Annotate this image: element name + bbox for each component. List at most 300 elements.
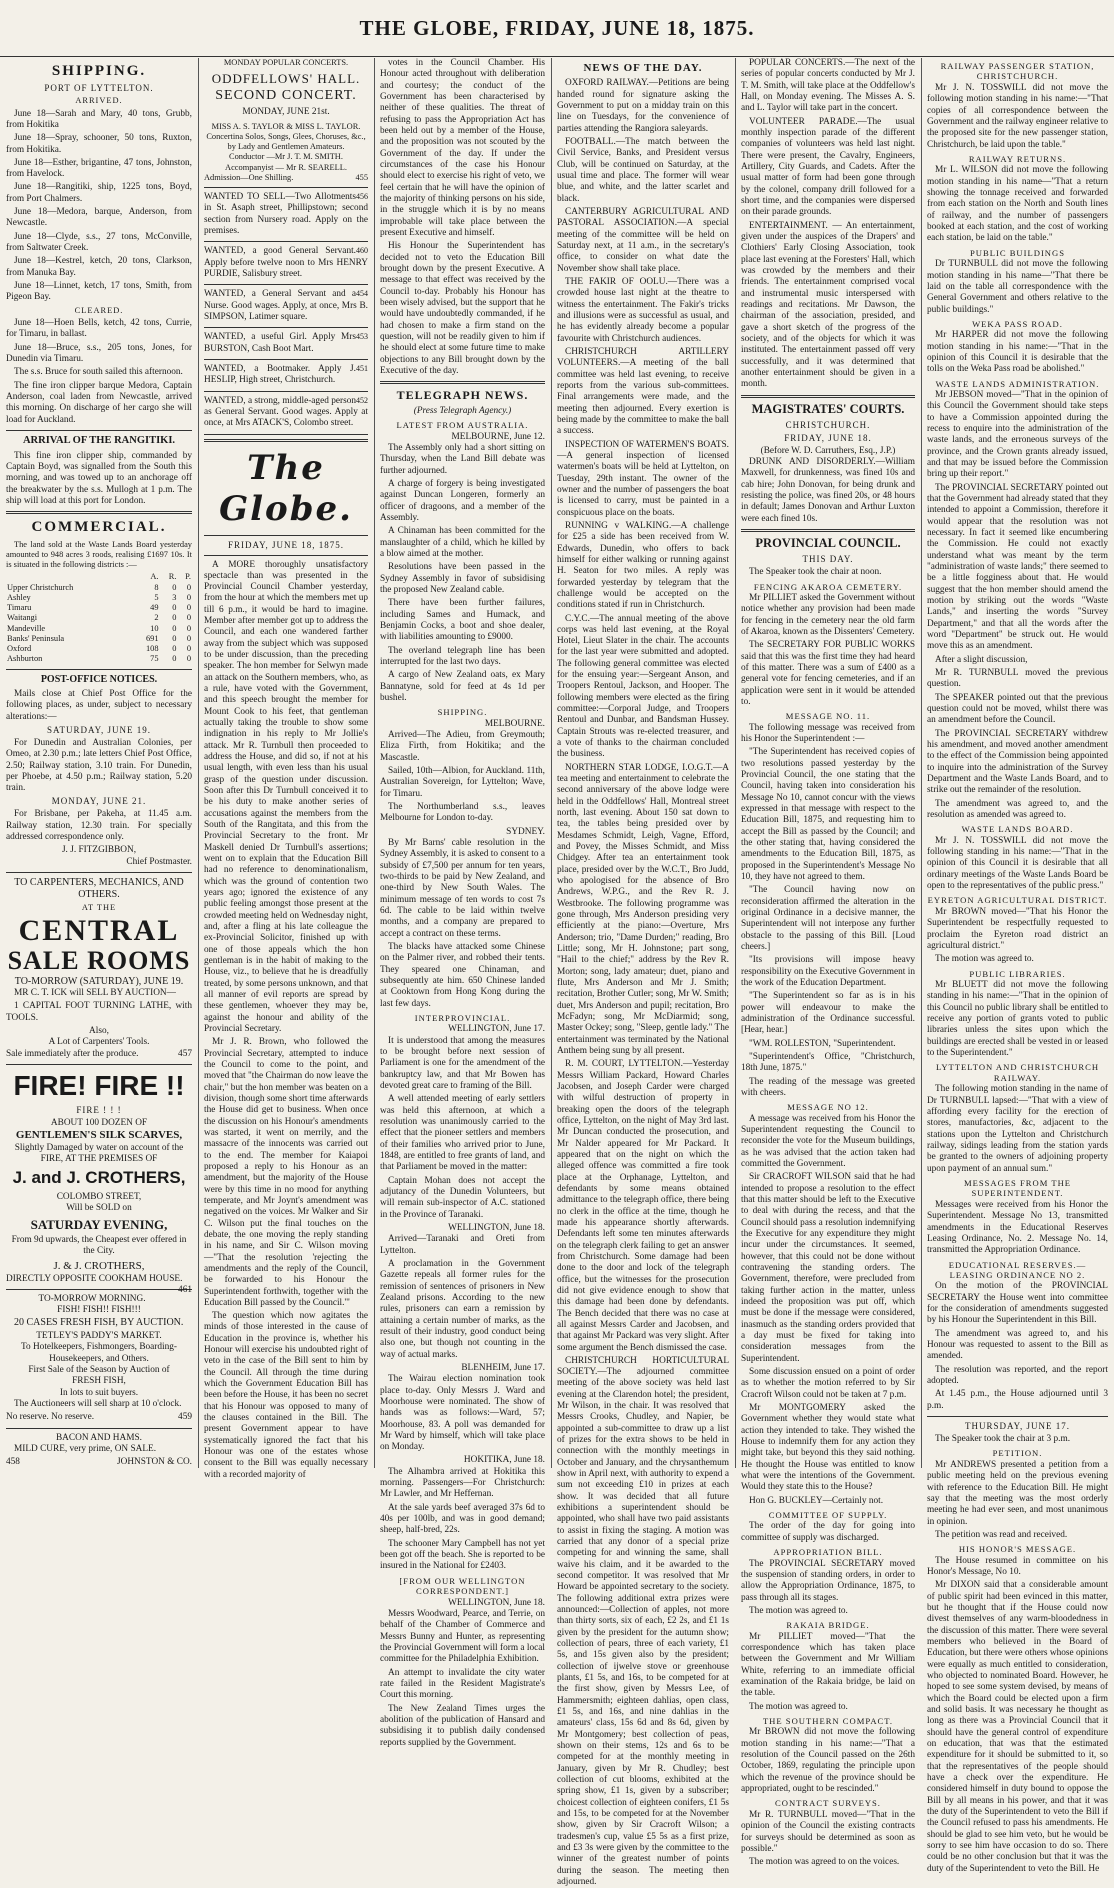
district-value: 0 [172,633,177,643]
southern-text: Mr BROWN did not move the following motion standing in his name:—"That a resolution of the Council passed on the 26th October, 1869, regulating the principle upon which the revenue of the province should be appropriated, ought to be rescinded." [741,1727,915,1795]
paragraph: The s.s. Bruce for south sailed this afternoon. [14,367,183,378]
at-the: AT THE [81,903,117,913]
paragraph: Messrs Woodward, Pearce, and Terrie, on behalf of the Chamber of Commerce and Messrs Bunny and Hunter, as representing the Provincial Government will form a local committee for the Philadelphia Exhibition. [380,1609,545,1665]
provincial-paras3 [741,1114,915,1507]
paragraph: R. M. COURT, LYTTELTON.—Yesterday Messrs William Packard, Howard Charles Jacobsen, and Joseph Carder were charged with wilful destruction of property in breaking open the doors of the telegraph office, Lyttelton, on the night of May 3rd last. Mr Duncan conducted the prosecution, and Mr Nalder appeared for Mr Packard. It appeared that on the night on which the alleged offence was committed a fire took place at the Orphanage, Lyttelton, and defendants by some means obtained admittance to the telegraph office, there being no clerk in the office at the time, though he made his appearance shortly afterwards. Defendants left some ten minutes afterwards on the telegraph clerk failing to get an answer from Christchurch. Some damage had been done to the door and lock of the telegraph office, but the witnesses for the prosecution did not give evidence enough to show that this damage had been done by defendants. The Bench decided that there was no case at all against Messrs Carder and Jacobsen, and that against Mr Packard was very slight. After some argument the Bench dismissed the case. [557,1059,729,1353]
district-value: 49 [150,603,159,613]
table-row [6,644,192,654]
shipping-heading: SHIPPING. [51,63,147,79]
central-heading: CENTRAL [18,913,180,947]
col6-paras5 [927,390,1108,821]
paragraph: votes in the Council Chamber. His Honour acted throughout with deliberation and courtesy; the conduct of the Government has been characterised by neither of these qualities. The threat of refusing to pass the Appropriation Act has been held out by a member of the House, and the proposition was not scouted by the Government of the day. If under the circumstances of the case his Honour should elect to exercise his right of veto, we feel certain that he will have the opinion of the majority of thinking persons on his side, in the struggle which it is by no means improbable will take place between the present Executive and himself. [380,58,545,238]
paragraph: "The Superintendent has received copies of two resolutions passed yesterday by the Provincial Council, the one stating that the Council, having taken into consideration his Message No 10, cannot concur with the views expressed in that message with respect to the Education Bill, 1875, and requesting him to accept the Bill as passed by the Council; and the other stating that, having considered the amendments to the Education Bill, 1875, as proposed in the Superintendent's Message No 10, they have not agreed to them. [741,747,915,883]
shipping-notes [6,367,192,426]
paragraph: FOOTBALL.—The match between the Civil Service, Banks, and President versus Club, will be continued on Saturday, at the usual time and place. The former will wear blue, and white, and the latter scarlet and black. [557,137,729,204]
ad-number: 454 [356,289,368,299]
table-row [6,593,192,603]
fish-text: 20 CASES FRESH FISH, BY AUCTION. [14,1316,184,1328]
paragraph: The Wairau election nomination took place to-day. Only Messrs J. Ward and Moorhouse were nominated. The show of hands was as follows:—Ward, 57; Moorhouse, 83. A poll was demanded for Mr Ward by himself, which will take place on Monday. [380,1374,545,1453]
concert-conductor: Conductor —Mr J. T. M. SMITH. [229,152,343,162]
own-correspondent: [FROM OUR WELLINGTON CORRESPONDENT.] [399,1575,526,1597]
magistrates-date: FRIDAY, JUNE 18. [784,432,872,443]
arrived-list [6,109,192,304]
paragraph: THE FAKIR OF OOLU.—There was a crowded house last night at the theatre to witness the entertainment. The Fakir's tricks and illusions were as successful as usual, and he has evidently already become a popular favourite with Christchurch audiences. [557,276,729,344]
divider [6,872,192,873]
cleared-list [6,318,192,365]
fire-will: Will be SOLD on [66,1203,132,1214]
postoffice-day2-text: For Brisbane, per Pakeha, at 11.45 a.m. Railway station, 12.30 train. For specially addressed correspondence only. [6,809,192,843]
provincial-heading: PROVINCIAL COUNCIL. [755,536,901,550]
paragraph: Arrived—Taranaki and Oreti from Lyttelton. [380,1234,545,1256]
district-value: 0 [186,613,191,623]
divider [204,359,368,360]
survey-text2: The motion was agreed to on the voices. [749,1857,900,1868]
divider [380,381,545,384]
paragraph: INSPECTION OF WATERMEN'S BOATS.—A general inspection of licensed watermen's boats will be held at Lyttelton, on Tuesday, 29th instant. The owner of the owner and the number of passengers the boat is licensed to carry, must be painted in a conspicuous place on the boats. [557,439,729,518]
wanted-ads [204,192,368,435]
fire-sub: FIRE ! ! ! [76,1105,122,1116]
wellington2-date: WELLINGTON, June 18. [448,1222,545,1233]
arrived-label: ARRIVED. [75,96,123,106]
column-4 [557,58,729,1887]
shipping-news [380,730,545,825]
column-3 [380,58,545,1748]
paragraph: Sir CRACROFT WILSON said that he had intended to propose a resolution to the effect that this matter should be left to the Executive to deal with during the recess, and that the Council should pass a resolution indemnifying the Executive for any expenditure they might incur under the circumstances. It seemed, however, that this could not be done without contravening the standing orders. The Government, therefore, were precluded from taking further action in the matter, unless indeed the proposition was put off, which must be done if the message were considered, inasmuch as the standing orders provided that a day must be fixed for taking into consideration messages from the Superintendent. [741,1172,915,1364]
rakaia-text: Mr PILLIET moved—"That the correspondence which has taken place between the Government and Mr William White, referring to an immediate official examination of the Rakaia bridge, be laid on the table. [741,1631,915,1699]
district-value: 0 [186,644,191,654]
divider [204,241,368,242]
telegraph-heading: TELEGRAPH NEWS. [396,388,529,403]
paragraph: "The Council having now on reconsideration affirmed the alteration in the original Ordinance in a decisive manner, the Superintendent will not interpose any further obstacle to the passing of this Bill. [Loud cheers.] [741,885,915,953]
column-header: R. [168,572,177,582]
col6-paras2 [927,165,1108,244]
paragraph: The schooner Mary Campbell has not yet been got off the beach. She is reported to be insured in the National for £2403. [380,1538,545,1572]
wellington3-news [380,1609,545,1749]
weka-head: WEKA PASS ROAD. [972,318,1063,329]
divider [204,439,368,442]
provincial-speaker: The Speaker took the chair at noon. [749,567,882,578]
hokitika-date: HOKITIKA, June 18. [463,1455,545,1466]
concert-admission: Admission—One Shilling. [204,172,294,182]
postoffice-intro: Mails close at Chief Post Office for the following places, as under, subject to necessary alterations:— [6,688,192,722]
paragraph: June 18—Esther, brigantine, 47 tons, Johnston, from Havelock. [6,157,192,180]
column-header: P. [185,572,191,582]
wla-head: WASTE LANDS ADMINISTRATION. [935,378,1100,389]
col6-paras4 [927,330,1108,375]
paragraph: A well attended meeting of early settlers was held this afternoon, at which a resolution was unanimously carried to the effect that the pioneer settlers and members of their families who arrived prior to June, 1848, are entitled to free grants of land, and that Parliament be moved in the matter: [380,1094,545,1173]
fire-line4: FIRE, AT THE PREMISES OF [40,1154,158,1165]
paragraph: Resolutions have been passed in the Sydney Assembly in favor of subsidising the proposed New Zealand cable. [380,562,545,595]
concert-date: MONDAY, JUNE 21st. [242,107,330,118]
cleared-label: CLEARED. [74,305,124,315]
fish-to: To Hotelkeepers, Fishmongers, Boarding-Housekeepers, and Others. [20,1342,178,1364]
lcr-head: LYTTELTON AND CHRISTCHURCH RAILWAY. [935,1062,1100,1083]
divider [204,555,368,556]
paragraph: OXFORD RAILWAY.—Petitions are being handed round for signature asking the Government to put on a midday train on this line on Tuesdays, for the convenience of parties attending the Rangiora saleyards. [557,78,729,134]
paragraph: The overland telegraph line has been interrupted for the last two days. [380,645,545,667]
petition-head: PETITION. [992,1448,1043,1459]
table-row [6,634,192,644]
magistrates-text: DRUNK AND DISORDERLY.—William Maxwell, for drunkenness, was fined 10s and cab hire; John Donovan, for being drunk and resisting the police, was fined 20s, or 48 hours in default; James Donovan and Arthur Luxton were each fined 10s. [741,457,915,524]
wanted-ad-text: WANTED, a useful Girl. Apply Mrs BURSTON, Cash Boot Mart. [204,332,356,354]
fire-line1: ABOUT 100 DOZEN OF [50,1118,148,1128]
table-row [6,583,192,593]
survey-text: Mr R. TURNBULL moved—"That in the opinion of the Council the existing contracts for surveys should be determined as soon as possible." [741,1809,915,1854]
col6-paras9 [927,1084,1108,1175]
district-name: Upper Christchurch [7,582,74,592]
wellington3-date: WELLINGTON, June 18. [448,1597,545,1608]
column-5 [741,58,915,1868]
magistrates-before: (Before W. D. Carruthers, Esq., J.P.) [760,445,896,456]
provincial-this-day: THIS DAY. [802,554,854,565]
wanted-ad [204,396,368,430]
fire-firm: J. and J. CROTHERS, [12,1168,186,1188]
district-value: 0 [172,603,177,613]
msg11-head: MESSAGE NO. 11. [785,711,871,722]
column-1 [6,58,192,1468]
divider [927,1416,1108,1417]
paragraph: The resolution was reported, and the report adopted. [927,1364,1108,1387]
ad-number: 458 [6,1457,20,1468]
paragraph: After a slight discussion, [935,654,1028,665]
shipping-subhead: SHIPPING. [437,707,488,718]
col6-paras1 [927,83,1108,151]
divider [6,1289,192,1290]
sale-text-1: MR C. T. ICK will SELL BY AUCTION— [14,987,176,998]
paragraph: Mr J. R. Brown, who followed the Provincial Secretary, attempted to induce the Council to come to the point, and moved that "the Chairman do now leave the chair," but the hon member was beaten on a division, though some short time afterwards the House did get to business. When once the discussion on his Honour's amendments was started, it went on merrily, and the massacre of the innocents was carried out to the end. The member for Kaiapoi proposed a reply to his Honour as an amendment, but the majority of the House were by this time in no mood for anything temperate, and Mr Joynt's amendment was negatived on the voices. Mr Walker and Sir C. Wilson put the final touches on the debate, the one moving the reply standing in his name, and Sir C. Wilson moving—"That the resolution 'rejecting the amendments and the reply of the Council, be forwarded to his Honour the Superintendent forthwith, together with the Education Bill passed by the Council.'" [204,1037,368,1308]
rakaia-text2: The motion was agreed to. [749,1701,848,1712]
paragraph: June 18—Hoen Bells, ketch, 42 tons, Currie, for Timaru, in ballast. [6,318,192,340]
paragraph: There have been further failures, including Sames and Humack, and Benjamin Cocks, a boot and shoe dealer, with liabilities amounting to £9000. [380,598,545,643]
melbourne-news [380,443,545,704]
district-name: Oxford [7,644,32,654]
fish-lots: In lots to suit buyers. [59,1387,139,1398]
fish-reserve-line [6,1412,192,1423]
paragraph: June 18—Spray, schooner, 50 tons, Ruxton, from Hokitika. [6,133,192,155]
fire-opposite: DIRECTLY OPPOSITE COOKHAM HOUSE. [6,1273,183,1284]
paragraph: Mr HARPER did not move the following motion standing in his name:—"That in the opinion of this Council it is desirable that the tolls on the Weka Pass road be abolished." [927,330,1108,375]
provincial-paras1 [741,593,915,708]
bacon-by-line [6,1457,192,1468]
paragraph: Captain Mohan does not accept the adjutancy of the Dunedin Volunteers, but will remain sub-inspector of A.C. stationed in the Province of Taranaki. [380,1175,545,1220]
wanted-ad [204,192,368,237]
paragraph: A MORE thoroughly unsatisfactory spectacle than was presented in the Provincial Council Chamber yesterday, from the hour at which the members met up till 6 p.m., it would be hard to imagine. Member after member got up to address the Council, and each one wandered farther away from the subject which was supposed to be under discussion, than the preceding speaker. The hon member for Selwyn made an attack on the Southern members, who, as a rule, have voted with the Government, and this speech brought the member for Mount Cook to his feet, that gentleman actually taking the trouble to show some indignation in his reply to Mr Jollie's attack. Mr R. Turnbull then proceeded to address the House, and did so, if not at his usual length, with even less than his usual grasp of the question under discussion. Soon after this Dr Turnbull conceived it to be his duty to make another series of accusations against the members from the South of the Rangitata, and this from the Provincial Secretary to the front. Mr Maskell denied Dr Turnbull's assertions; went on to explain that the Education Bill had no reference to denominationalism, which was the ground of contention two years ago; ignored the existence of any public feeling amongst those present at the crowded meeting held on Wednesday night, and, after a fling at his late colleague the ex-Provincial Solicitor, finished up with one of those appeals which the hon gentleman is in the habit of making to the House, viz., to believe that he is dreadfully treated, by some persons unknown, and that all manner of evil reports are spread by these gentlemen, whoever they may be, against the honour and ability of the Provincial Secretary. [204,559,368,1034]
col6-paras7 [927,907,1108,966]
ad-number: 453 [356,332,368,342]
divider [6,511,192,514]
supply-head: COMMITTEE OF SUPPLY. [768,1509,888,1520]
paragraph: Mr DIXON said that a considerable amount of public spirit had been evinced in this matter, but he thought that if the House could now divest themselves of any warm-bloodedness in the discussion of this matter. There were several members who believed in the Board of Education, but there were others whose opinions were equally as much entitled to consideration, who objected to nominated Board. However, he hoped to see some system devised, by means of which the Board could be elected upon a firm and solid basis. It was necessary he thought as long as there was a Provincial Council that it should have the general control of expenditure on education, that was that the estimated expenditure for it should be submitted to it, so that the representatives of the people should have a check over the expenditure. He considered himself in duty bound to oppose the Bill by all means in his power, and that it was the duty of the Superintendent to veto the Bill if the Council refused to pass his amendments. He should be glad to see him veto, but he would be sorry to see him have occasion to do so. There could be no other conclusion but that it was the duty of the Superintendent to veto the Bill. He [927,1580,1108,1874]
paragraph: The question which now agitates the minds of those interested in the cause of Education in the province is, whether his Honour will exercise his undoubted right of veto in the case of the Bill sent to him by the Council. All through the time during which the Government Education Bill has been before the House, it has been no secret that his Honour was opposed to many of the clauses contained in the Bill. The present Government appear to have systematically ignored the fact that his Honour was one of the estates whose consent to the Bill was equally necessary with a recorded majority of [204,1311,368,1480]
paragraph: The fine iron clipper barque Medora, Captain Anderson, coal laden from Newcastle, arrived this morning. On discharge of her cargo she will load for Auckland. [6,380,192,425]
fire-line2: GENTLEMEN'S SILK SCARVES, [15,1129,183,1142]
fire-street: COLOMBO STREET, [56,1192,142,1203]
paragraph: The Northumberland s.s., leaves Melbourne for London to-day. [380,801,545,824]
melbourne-date: MELBOURNE, June 12. [451,431,545,442]
magistrates-heading: MAGISTRATES' COURTS. [751,401,905,416]
rakaia-head: RAKAIA BRIDGE. [786,1620,870,1631]
ad-number: 456 [356,192,368,202]
ad-number: 452 [356,395,368,405]
news-continued [741,58,915,391]
ad-number: 457 [178,1048,192,1059]
paragraph: The PROVINCIAL SECRETARY pointed out that the Government had already stated that they intended to appoint a Commission, therefore it would appear that the resolution was not necessary. In fact it seemed like encumbering the Commission. He could not exactly understand what was meant by the term "administration of waste lands;" there seemed to be a little fogginess about that. He would suggest that the hon member should amend the motion by striking out the words "Waste Lands," and inserting the words "Survey Department," and that all the words after the word "Department" be struck out. He would move this as an amendment. [927,482,1108,652]
thursday-head: THURSDAY, JUNE 17. [964,1421,1071,1432]
col6-paras12 [927,1460,1108,1541]
fire-firm2: J. & J. CROTHERS, [53,1260,145,1273]
paragraph: A proclamation in the Government Gazette repeals all former rules for the remission of sentences of prisoners in New Zealand prisons. According to the new rules, prisoners can earn a remission by attaining a certain number of marks, as the result of their industry, good conduct being also one, but though not counting in the way of actual marks. [380,1258,545,1360]
telegraph-australia: LATEST FROM AUSTRALIA. [396,420,529,431]
paragraph: On the motion of the PROVINCIAL SECRETARY the House went into committee for the consideration of amendments suggested by his Honour the Superintendent in this Bill. [927,1281,1108,1326]
paragraph: The blacks have attacked some Chinese on the Palmer river, and robbed their tents. They speared one Chinaman, and subsequently ate him. 650 Chinese landed at Cooktown from Hong Kong during the last few days. [380,941,545,1009]
postoffice-heading: POST-OFFICE NOTICES. [40,673,158,685]
district-value: 75 [150,654,159,664]
ad-number: 461 [178,1285,192,1296]
shipping-date: MELBOURNE. [484,718,545,729]
blenheim-date: BLENHEIM, June 17. [461,1362,545,1373]
wanted-ad-text: WANTED, a good General Servant. Apply before twelve noon to Mrs HENRY PURDIE, Salisbury street. [204,246,368,279]
fish-fresh: FRESH FISH, [72,1376,126,1387]
district-value: 0 [172,644,177,654]
sale-text-3: A Lot of Carpenters' Tools. [48,1037,150,1048]
divider [6,1428,192,1429]
column-rule [735,58,736,1468]
column-2 [204,58,368,1480]
bacon-head: BACON AND HAMS. [55,1432,142,1443]
editorial-text [204,560,368,1482]
concert-head: MONDAY POPULAR CONCERTS. [223,58,349,67]
wanted-ad-text: WANTED, a General Servant and a Nurse. Good wages. Apply, at once, Mrs B. SIMPSON, Latimer square. [204,289,368,322]
district-name: Banks' Peninsula [7,633,65,643]
paragraph: Mr MONTGOMERY asked the Government whether they would state what action they intended to take. They wished the House to indemnify them for any action they might take, but beyond this they said nothing. He thought the House was entitled to know what were the intentions of the Government. Would they state this to the House? [741,1402,915,1493]
paragraph: Mr ANDREWS presented a petition from a public meeting held on the previous evening with reference to the Education Bill. He might say that the meeting was the most orderly meeting he had ever seen, and most unanimous in opinion. [927,1459,1108,1527]
paragraph: June 18—Linnet, ketch, 17 tons, Smith, from Pigeon Bay. [6,281,192,303]
approp-text2: The motion was agreed to. [749,1605,848,1616]
paragraph: A message was received from his Honor the Superintendent requesting the Council to reconsider the vote for the Museum buildings, as he was advised that the action taken had committed the Government. [741,1113,915,1170]
port-heading: PORT OF LYTTELTON. [44,83,154,94]
district-value: 2 [154,613,159,623]
divider [204,535,368,536]
pl-head: PUBLIC LIBRARIES. [969,968,1066,979]
table-row [6,613,192,623]
district-name: Waitangi [7,613,38,623]
fire-when: SATURDAY EVENING, [30,1216,168,1232]
divider [6,430,192,431]
column-rule [551,58,552,1468]
district-value: 108 [145,644,159,654]
col6-paras3 [927,259,1108,316]
district-value: 8 [154,582,159,592]
paragraph: Dr TURNBULL did not move the following motion standing in his name—"That there be laid on the table all correspondence with the General Government and others relative to the public buildings." [927,259,1108,315]
postmaster-title: Chief Postmaster. [126,856,192,867]
rangitiki-heading: ARRIVAL OF THE RANGITIKI. [22,434,176,446]
wanted-ad [204,289,368,323]
rps-head: RAILWAY PASSENGER STATION, CHRISTCHURCH. [940,61,1095,82]
interprovincial-head: INTERPROVINCIAL. [414,1012,511,1023]
paragraph: The PROVINCIAL SECRETARY withdrew his amendment, and moved another amendment to the effect of the Commission being appointed to inquire into the administration of the Survey Department and the Waste Lands Board, and to strike out the remainder of the resolution. [927,728,1108,796]
sale-text-4 [6,1049,192,1060]
wellington1-news [380,1036,545,1221]
pb-head: PUBLIC BUILDINGS [969,247,1066,258]
paragraph: "The Superintendent so far as is in his power will endeavour to make the administration of the Ordinance successful. [Hear, hear.] [741,991,915,1036]
wanted-ad [204,332,368,355]
divider [204,187,368,188]
concert-accomp: Accompanyist — Mr R. SEARELL. [225,162,347,172]
paragraph: His Honour the Superintendent has decided not to veto the Education Bill brought down by the present Executive. A message to that effect was received by the Council to-day. Probably his Honour has been wisely advised, but the support that he would have undoubtedly commanded, if he had chosen to make a firm stand on the question, will not be readily given to him if he should elect at some future time to make objections to any Bill brought down by the Executive of the day. [380,241,545,376]
carpenters-heading: TO CARPENTERS, MECHANICS, AND OTHERS. [14,877,184,901]
rr-head: RAILWAY RETURNS. [968,153,1067,164]
wellington1-date: WELLINGTON, June 17. [448,1024,545,1035]
wanted-ad-text: WANTED, a strong, middle-aged person as General Servant. Good wages. Apply at once, at Mrs ATACK'S, Colombo street. [204,395,368,429]
approp-head: APPROPRIATION BILL. [773,1547,883,1558]
paragraph: Arrived—The Adieu, from Greymouth; Eliza Firth, from Hokitika; and the Mascastle. [380,729,545,763]
fire-line3: Slightly Damaged by water on account of the [14,1142,184,1153]
paragraph: By Mr Barns' cable resolution in the Sydney Assembly, it is asked to consent to a subsidy of £7,500 per annum for ten years, two-thirds to be paid by New Zealand, and one-third by New South Wales. The minimum message of ten words to cost 7s 6d. The cable to be laid within twelve months, and a company are prepared to accept a contract on these terms. [380,837,545,939]
divider [6,669,192,670]
ad-number: 451 [356,363,368,373]
postoffice-day1: SATURDAY, JUNE 19. [46,724,152,735]
district-value: 10 [150,623,159,633]
wanted-ad [204,364,368,387]
district-value: 691 [145,633,159,643]
fish-market: TETLEY'S PADDY'S MARKET. [36,1330,162,1341]
ad-number: 455 [355,172,368,182]
district-value: 0 [186,633,191,643]
paragraph: June 18—Clyde, s.s., 27 tons, McConville, from Saltwater Creek. [6,231,192,254]
paragraph: Messages were received from his Honor the Superintendent. Message No 13, transmitted amendments in the Educational Reserves Leasing Ordinance, No. 2. Message No. 14, transmitted the Appropriation Ordinance. [927,1199,1108,1256]
fish-cry: FISH! FISH!! FISH!!! [57,1305,141,1316]
ad-number: 460 [356,246,368,256]
supply-text: The order of the day for going into committee of supply was discharged. [741,1521,915,1543]
news-paragraphs [557,78,729,1888]
paragraph: Sailed, 10th—Albion, for Auckland. 11th, Australian Sovereign, for Lyttelton; Wave, for Timaru. [380,765,545,799]
district-value: 0 [172,582,177,592]
paragraph: Mr JEBSON moved—"That in the opinion of this Council the Government should take steps to have a Commission appointed during the recess to enquire into the administration of the waste lands, and the erroneous surveys of the province, and the Crown grants already issued, and that may be issued before the Commission bring up their report." [927,390,1108,480]
table-row [6,603,192,613]
paragraph: The House resumed in committee on his Honor's Message, No 10. [927,1555,1108,1577]
hm-head: HIS HONOR'S MESSAGE. [958,1544,1077,1555]
district-value: 3 [172,592,177,602]
telegraph-agency: (Press Telegraph Agency.) [413,405,512,416]
paragraph: RUNNING v WALKING.—A challenge for £25 a side has been received from W. Edwards, Dunedin, who offers to back himself for either walking or running against H. Seaton for two miles. A reply was forwarded yesterday by telegram that the challenge would be accepted on the conditions stated if run in Christchurch. [557,520,729,611]
col6-paras10 [927,1200,1108,1257]
divider [741,529,915,532]
paragraph: The amendment was agreed to, and the resolution as amended was agreed to. [927,798,1108,820]
paragraph: Mr PILLIET asked the Government without notice whether any provision had been made for fencing in the cemetery near the old farm of Akaroa, known as the Dissenters' Cemetery. [741,593,915,638]
district-value: 0 [186,654,191,664]
paragraph: CANTERBURY AGRICULTURAL AND PASTORAL ASSOCIATION.—A special meeting of the committee will be held on Saturday next, at 11 a.m., in the secretary's office, to consider on what date the November show shall take place. [557,207,729,274]
column-rule [921,58,922,1468]
concert-second: SECOND CONCERT. [215,88,357,104]
paragraph: ENTERTAINMENT. — An entertainment, given under the auspices of the Drapers' and Clothiers' Early Closing Association, took place last evening at the Foresters' Hall, which was crowded by the members and their friends. The entertainment comprised vocal and instrumental music interspersed with readings and recitations. Mr Dawson, the chairman of the association, presided, and gave a short sketch of the progress of the society, and of the objects for which it was instituted. The entertainment passed off very successfully, and it was determined that another entertainment should be given in a month. [741,220,915,390]
newspaper-logo: The Globe. [219,447,353,530]
col6-paras13 [927,1556,1108,1875]
paragraph: The following motion standing in the name of Dr TURNBULL lapsed:—"That with a view of affording every facility for the erection of stores, manufactories, &c, adjacent to the stations upon the Lyttelton and Christchurch railway, sidings leading from the station yards be granted to the owners of adjoining property upon payment of an annual sum." [927,1084,1108,1174]
wl-head: WASTE LANDS BOARD. [961,824,1074,835]
wanted-ad [204,246,368,280]
divider [204,391,368,392]
sale-date: TO-MORROW (SATURDAY), JUNE 19. [14,975,184,987]
rangitiki-text: This fine iron clipper ship, commanded by Captain Boyd, was signalled from the South this morning, and was towed up to an anchorage off the breakwater by the s.s. Mullogh at 1 p.m. The ship will load at this port for London. [6,450,192,507]
district-value: 0 [186,582,191,592]
concert-program: Concertina Solos, Songs, Glees, Choruses, &c., by Lady and Gentlemen Amateurs. [206,131,366,152]
divider [741,395,915,398]
southern-head: THE SOUTHERN COMPACT. [762,1715,894,1726]
paragraph: CHRISTCHURCH HORTICULTURAL SOCIETY.—The adjourned committee meeting of the above society was held last evening at the Clarendon hotel; the president, Mr Wilson, in the chair. It was resolved that Messrs Crooks, Chudley, and Napier, be appointed a sub-committee to draw up a list of prizes for the extra shows to be held in connection with the monthly meetings in October and January, and the chrysanthemum show in April next, with authority to expend a sum not exceeding £10 in prizes at each show. It was decided that all future exhibitions a superintendent should be appointed, who shall have two paid assistants to assist in fixing the staging. A motion was carried that any donor of a special prize competing for and winning the same, shall waive his claim, and it be awarded to the second competitor. It was resolved that Mr Howard be appointed secretary to the society. The following additional extra prizes were announced:—Collection of apples, not more than thirty sorts, six of each, £2 2s, and £1 1s given by the president for the autumn show; collection of pears, three of each variety, £1 5s, and 15s given also by the president; collection of ijwelve stove or greenhouse plants, £1 5s, and 16s, to be competed for at the first show, given by Messrs Lee, of Hammersmith; eighteen dahlias, open class, £1 5s, and 16s, and nine dahlias in the amateurs' class, 15s 6d and 8s 6d, given by Mr Montgomery; best collection of peas, shown on their stems, 12s and 6s to be competed for at the monthly meeting in January, given by Mr R. Chudley; best collection of cut blooms, exhibited at the spring show, £1 1s, given by a subscriber; choicest collection of eighteen conifers, £1 5s and 15s, to be competed for at the November show, given by Sir Cracroft Wilson; a tradesmen's cup, value £5 5s as a first prize, and £3 3s were given by the committee to the winner of the greatest number of points during the season. The meeting then adjourned. [557,1355,729,1887]
paragraph: Mr J. N. TOSSWILL did not move the following motion standing in his name:—"That copies of all correspondence between the Government and the railway engineer relative to the proposed site for the new passenger station, Christchurch, be laid upon the table." [927,82,1108,150]
paragraph: A Chinaman has been committed for the manslaughter of a child, which he killed by a blow aimed at the mother. [380,526,545,559]
sale-rooms-heading: SALE ROOMS [7,945,191,975]
survey-head: CONTRACT SURVEYS. [775,1798,881,1809]
paragraph: Mr BLUETT did not move the following standing in his name:—"That in the opinion of this Council no public library shall be entitled to receive any portion of grants voted to public libraries unless the sites upon which the buildings are erected shall be vested in or leased to the Superintendent." [927,980,1108,1058]
sydney-news [380,838,545,1010]
paragraph: "WM. ROLLESTON, "Superintendent. [749,1038,896,1049]
district-name: Timaru [7,603,32,613]
ad-number: 459 [178,1412,192,1423]
paragraph: June 18—Rangitiki, ship, 1225 tons, Boyd, from Port Chalmers. [6,182,192,204]
paragraph: June 18—Sarah and Mary, 40 tons, Grubb, from Hokitika [6,108,192,130]
paragraph: The petition was read and received. [935,1529,1068,1540]
paragraph: Mr J. N. TOSSWILL did not move the following standing in his name:—"That in the opinion of this Council it is desirable that all ordinary meetings of the Waste Lands Board be open to the representatives of the public press." [927,835,1108,892]
blenheim-news [380,1374,545,1453]
commercial-heading: COMMERCIAL. [31,519,167,536]
postmaster-name: J. J. FITZGIBBON, [61,845,137,856]
concert-admission-line [204,173,368,183]
paragraph: The following message was received from his Honor the Superintendent :— [741,722,915,745]
commercial-intro: The land sold at the Waste Lands Board yesterday amounted to 948 acres 3 roods, realising £1697 10s. It is situated in the following districts :— [6,539,192,570]
paragraph: It is understood that among the measures to be brought before next session of Parliament is one for the amendment of the bankruptcy law, and that Mr Bowen has devoted great care to framing of the Bill. [380,1035,545,1091]
district-value: 0 [186,592,191,602]
paragraph: Hon G. BUCKLEY—Certainly not. [749,1495,884,1506]
district-value: 0 [172,654,177,664]
fish-reserve: No reserve. No reserve. [6,1412,95,1423]
fire-from: From 9d upwards, the Cheapest ever offered in the City. [11,1234,187,1256]
sydney-date: SYDNEY. [506,826,545,837]
cemetery-head: FENCING AKAROA CEMETERY. [753,581,903,592]
paragraph: Mr L. WILSON did not move the following motion standing in his name—"That a return showing the tonnage received and forwarded from each station on the North and South lines of railway, and the number of passengers booked at each station, and the cost of working each station, be laid on the table." [927,165,1108,244]
paragraph: NORTHERN STAR LODGE, I.O.G.T.—A tea meeting and entertainment to celebrate the second anniversary of the above lodge were held in the Oddfellows' Hall, Montreal street north, last evening. About 150 sat down to tea, the tables being presided over by Mesdames Schmidt, Leigh, Vagne, Efford, and Povey, the Misses Schmidt, and Miss Chidgey. After tea an entertainment took place, presided over by the W.C.T., Bro Judd, who apologised for the absence of Bro Andrews, W.P.G., and the Rev R. J. Westbrooke. The following programme was gone through, Mrs Anderson presiding very efficiently at the piano:—Overture, Mrs Anderson; trio, "Dame Durden;" reading, Bro Little; song, Mr H. Johnstone; part song, "Hail to the chief;" address by the Rev R. Morton; song, lady amateur; duet, piano and flute, Mrs Anderson and Mr J. Smith; recitation, Brother Cutler; song, Mr W. Smith; duet, Mrs Anderson and pupil; recitation, Bro McFadyn; song, Mr McDiarmid; song, Master Ockey; song, "Sleep, gentle lady." The entertainment was terminated by the National Anthem being sung by all present. [557,762,729,1056]
district-value: 0 [172,623,177,633]
paragraph: The Assembly only had a short sitting on Thursday, when the Land Bill debate was further adjourned. [380,442,545,476]
divider [204,327,368,328]
land-sales-table [6,572,192,664]
concert-artists: MISS A. S. TAYLOR & MISS L. TAYLOR. [211,121,361,131]
fish-first: First Sale of the Season by Auction of [28,1364,170,1375]
fish-shark: The Auctioneers will sell sharp at 10 o'clock. [14,1398,182,1409]
col6-paras6 [927,836,1108,893]
hokitika-news [380,1467,545,1573]
sale-also: Also, [89,1025,109,1036]
col6-paras11 [927,1281,1108,1412]
bacon-by: JOHNSTON & CO. [117,1457,192,1468]
fire-headline: FIRE! FIRE !! [13,1069,185,1101]
paragraph: An attempt to invalidate the city water rate failed in the Resident Magistrate's Court this morning. [380,1667,545,1701]
paragraph: POPULAR CONCERTS.—The next of the series of popular concerts conducted by Mr J. T. M. Smith, will take place at the Oddfellow's Hall, on Monday evening. The Misses A. S. and L. Taylor will take part in the concert. [741,58,915,114]
wellington2-news [380,1234,545,1361]
thursday-text: The Speaker took the chair at 3 p.m. [935,1434,1071,1445]
divider [6,1064,192,1065]
paragraph: "Superintendent's Office, "Christchurch, 18th June, 1875." [741,1051,915,1074]
paragraph: The SECRETARY FOR PUBLIC WORKS said that this was the first time they had heard of this matter. There was a sum of £400 as a general vote for fencing cemeteries, and if an application were sent in it would be attended to. [741,640,915,707]
table-row [6,624,192,634]
msg12-head: MESSAGE NO 12. [787,1102,869,1113]
wanted-ad-text: WANTED TO SELL—Two Allotments in St. Asaph street, Phillipstown; second section from Nursery road. Apply on the premises. [204,192,368,236]
paragraph: CHRISTCHURCH ARTILLERY VOLUNTEERS.—A meeting of the ball committee was held last evening, to receive reports from the various sub-committees. Final arrangements were made, and the meeting then adjourned. Every exertion is being made by the committee to make the ball a success. [557,346,729,437]
bacon-text: MILD CURE, very prime, ON SALE. [14,1443,157,1454]
column-6 [927,58,1108,1874]
news-heading: NEWS OF THE DAY. [583,62,703,74]
column-header: A. [150,572,159,582]
